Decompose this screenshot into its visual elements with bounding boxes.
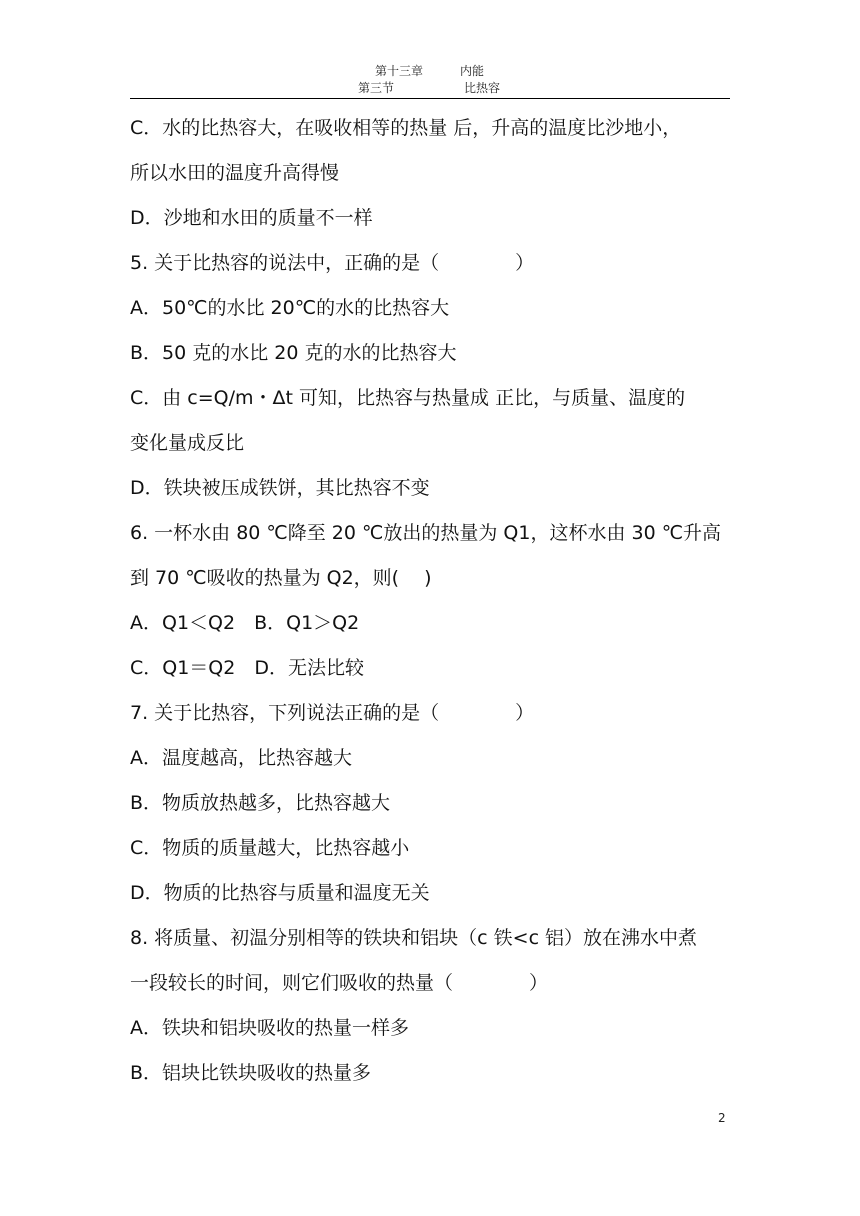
document-body <box>130 108 730 1098</box>
question-7: 7. 关于比热容，下列说法正确的是（ ） <box>130 702 535 724</box>
text-line: 所以水田的温度升高得慢 <box>130 162 340 184</box>
option-line: B．铝块比铁块吸收的热量多 <box>130 1062 372 1084</box>
option-line: A．温度越高，比热容越大 <box>130 747 352 769</box>
page-header <box>0 62 860 96</box>
text-line: 变化量成反比 <box>130 432 245 454</box>
text-line: C．水的比热容大，在吸收相等的热量 后，升高的温度比沙地小， <box>130 117 682 139</box>
page-number: 2 <box>718 1111 726 1125</box>
header-chapter-row <box>0 62 860 79</box>
section-title: 比热容 <box>464 81 501 95</box>
option-line: B．50 克的水比 20 克的水的比热容大 <box>130 342 457 364</box>
header-section-row <box>0 79 860 96</box>
option-line: C．由 c=Q/m・Δt 可知，比热容与热量成 正比，与质量、温度的 <box>130 387 686 409</box>
option-line: D．物质的比热容与质量和温度无关 <box>130 882 430 904</box>
option-line: B．物质放热越多，比热容越大 <box>130 792 391 814</box>
option-line: A．铁块和铝块吸收的热量一样多 <box>130 1017 409 1039</box>
option-line: C．物质的质量越大，比热容越小 <box>130 837 410 859</box>
option-line: A．Q1＜Q2 B．Q1＞Q2 <box>130 612 360 634</box>
question-8: 8. 将质量、初温分别相等的铁块和铝块（c 铁<c 铝）放在沸水中煮 <box>130 927 698 949</box>
question-6: 6. 一杯水由 80 ℃降至 20 ℃放出的热量为 Q1，这杯水由 30 ℃升高 <box>130 522 722 544</box>
text-line: D．沙地和水田的质量不一样 <box>130 207 373 229</box>
option-line: C．Q1＝Q2 D．无法比较 <box>130 657 364 679</box>
chapter-title: 内能 <box>460 64 485 78</box>
question-5: 5. 关于比热容的说法中，正确的是（ ） <box>130 252 535 274</box>
text-line: 一段较长的时间，则它们吸收的热量（ ） <box>130 972 549 994</box>
option-line: A．50℃的水比 20℃的水的比热容大 <box>130 297 450 319</box>
header-divider <box>130 98 730 99</box>
text-line: 到 70 ℃吸收的热量为 Q2，则( ) <box>130 567 432 589</box>
option-line: D．铁块被压成铁饼，其比热容不变 <box>130 477 430 499</box>
section-label: 第三节 <box>358 81 395 95</box>
chapter-label: 第十三章 <box>375 64 424 78</box>
